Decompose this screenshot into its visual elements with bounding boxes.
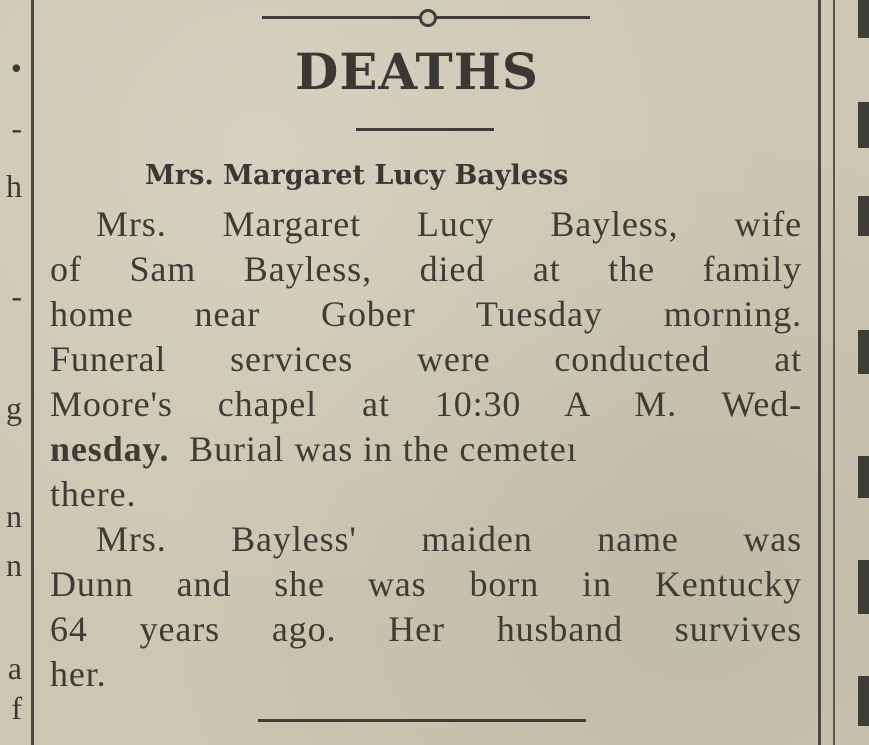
right-column-fragment [858, 330, 869, 374]
text-line: Mrs. Margaret Lucy Bayless, wife [96, 204, 802, 244]
text-line: her. [50, 654, 107, 694]
right-column-fragment [858, 102, 869, 148]
footer-rule [258, 719, 586, 722]
right-column-fragment [858, 196, 869, 236]
left-column-fragment: - [11, 110, 22, 146]
right-column-fragment [858, 560, 869, 614]
text-line: Mrs. Bayless' maiden name was [96, 519, 802, 559]
right-column-fragment [858, 456, 869, 498]
left-column-fragment: n [6, 498, 22, 534]
text-line: Dunn and she was born in Kentucky [50, 564, 802, 604]
section-title: DEATHS [294, 42, 540, 101]
left-column-fragment: h [6, 168, 22, 204]
column-rule-right-outer [833, 0, 835, 745]
text-line: 64 years ago. Her husband survives [50, 609, 802, 649]
title-underline [356, 128, 494, 131]
left-column-fragment: - [11, 278, 22, 314]
text-line: home near Gober Tuesday morning. [50, 294, 802, 334]
ornament-circle [419, 9, 437, 27]
column-rule-left [31, 0, 34, 745]
text-line: of Sam Bayless, died at the family [50, 249, 802, 289]
text-line: there. [50, 474, 137, 514]
left-column-fragment: f [11, 690, 22, 726]
left-column-fragment: a [7, 650, 22, 686]
left-column-fragment: g [6, 390, 22, 426]
article-headline: Mrs. Margaret Lucy Bayless [145, 160, 569, 191]
text-line: Moore's chapel at 10:30 A M. Wed- [50, 384, 802, 424]
right-column-fragment [858, 676, 869, 726]
text-fragment: nesday. [50, 429, 170, 469]
left-column-fragment: n [6, 547, 22, 583]
text-fragment: Burial was in the cemeteı [189, 429, 578, 469]
article-body [50, 202, 802, 697]
column-rule-right [818, 0, 821, 745]
left-column-fragment: • [10, 50, 22, 86]
text-line: Funeral services were conducted at [50, 339, 802, 379]
right-column-fragment [858, 0, 869, 38]
text-line-split [50, 427, 802, 472]
